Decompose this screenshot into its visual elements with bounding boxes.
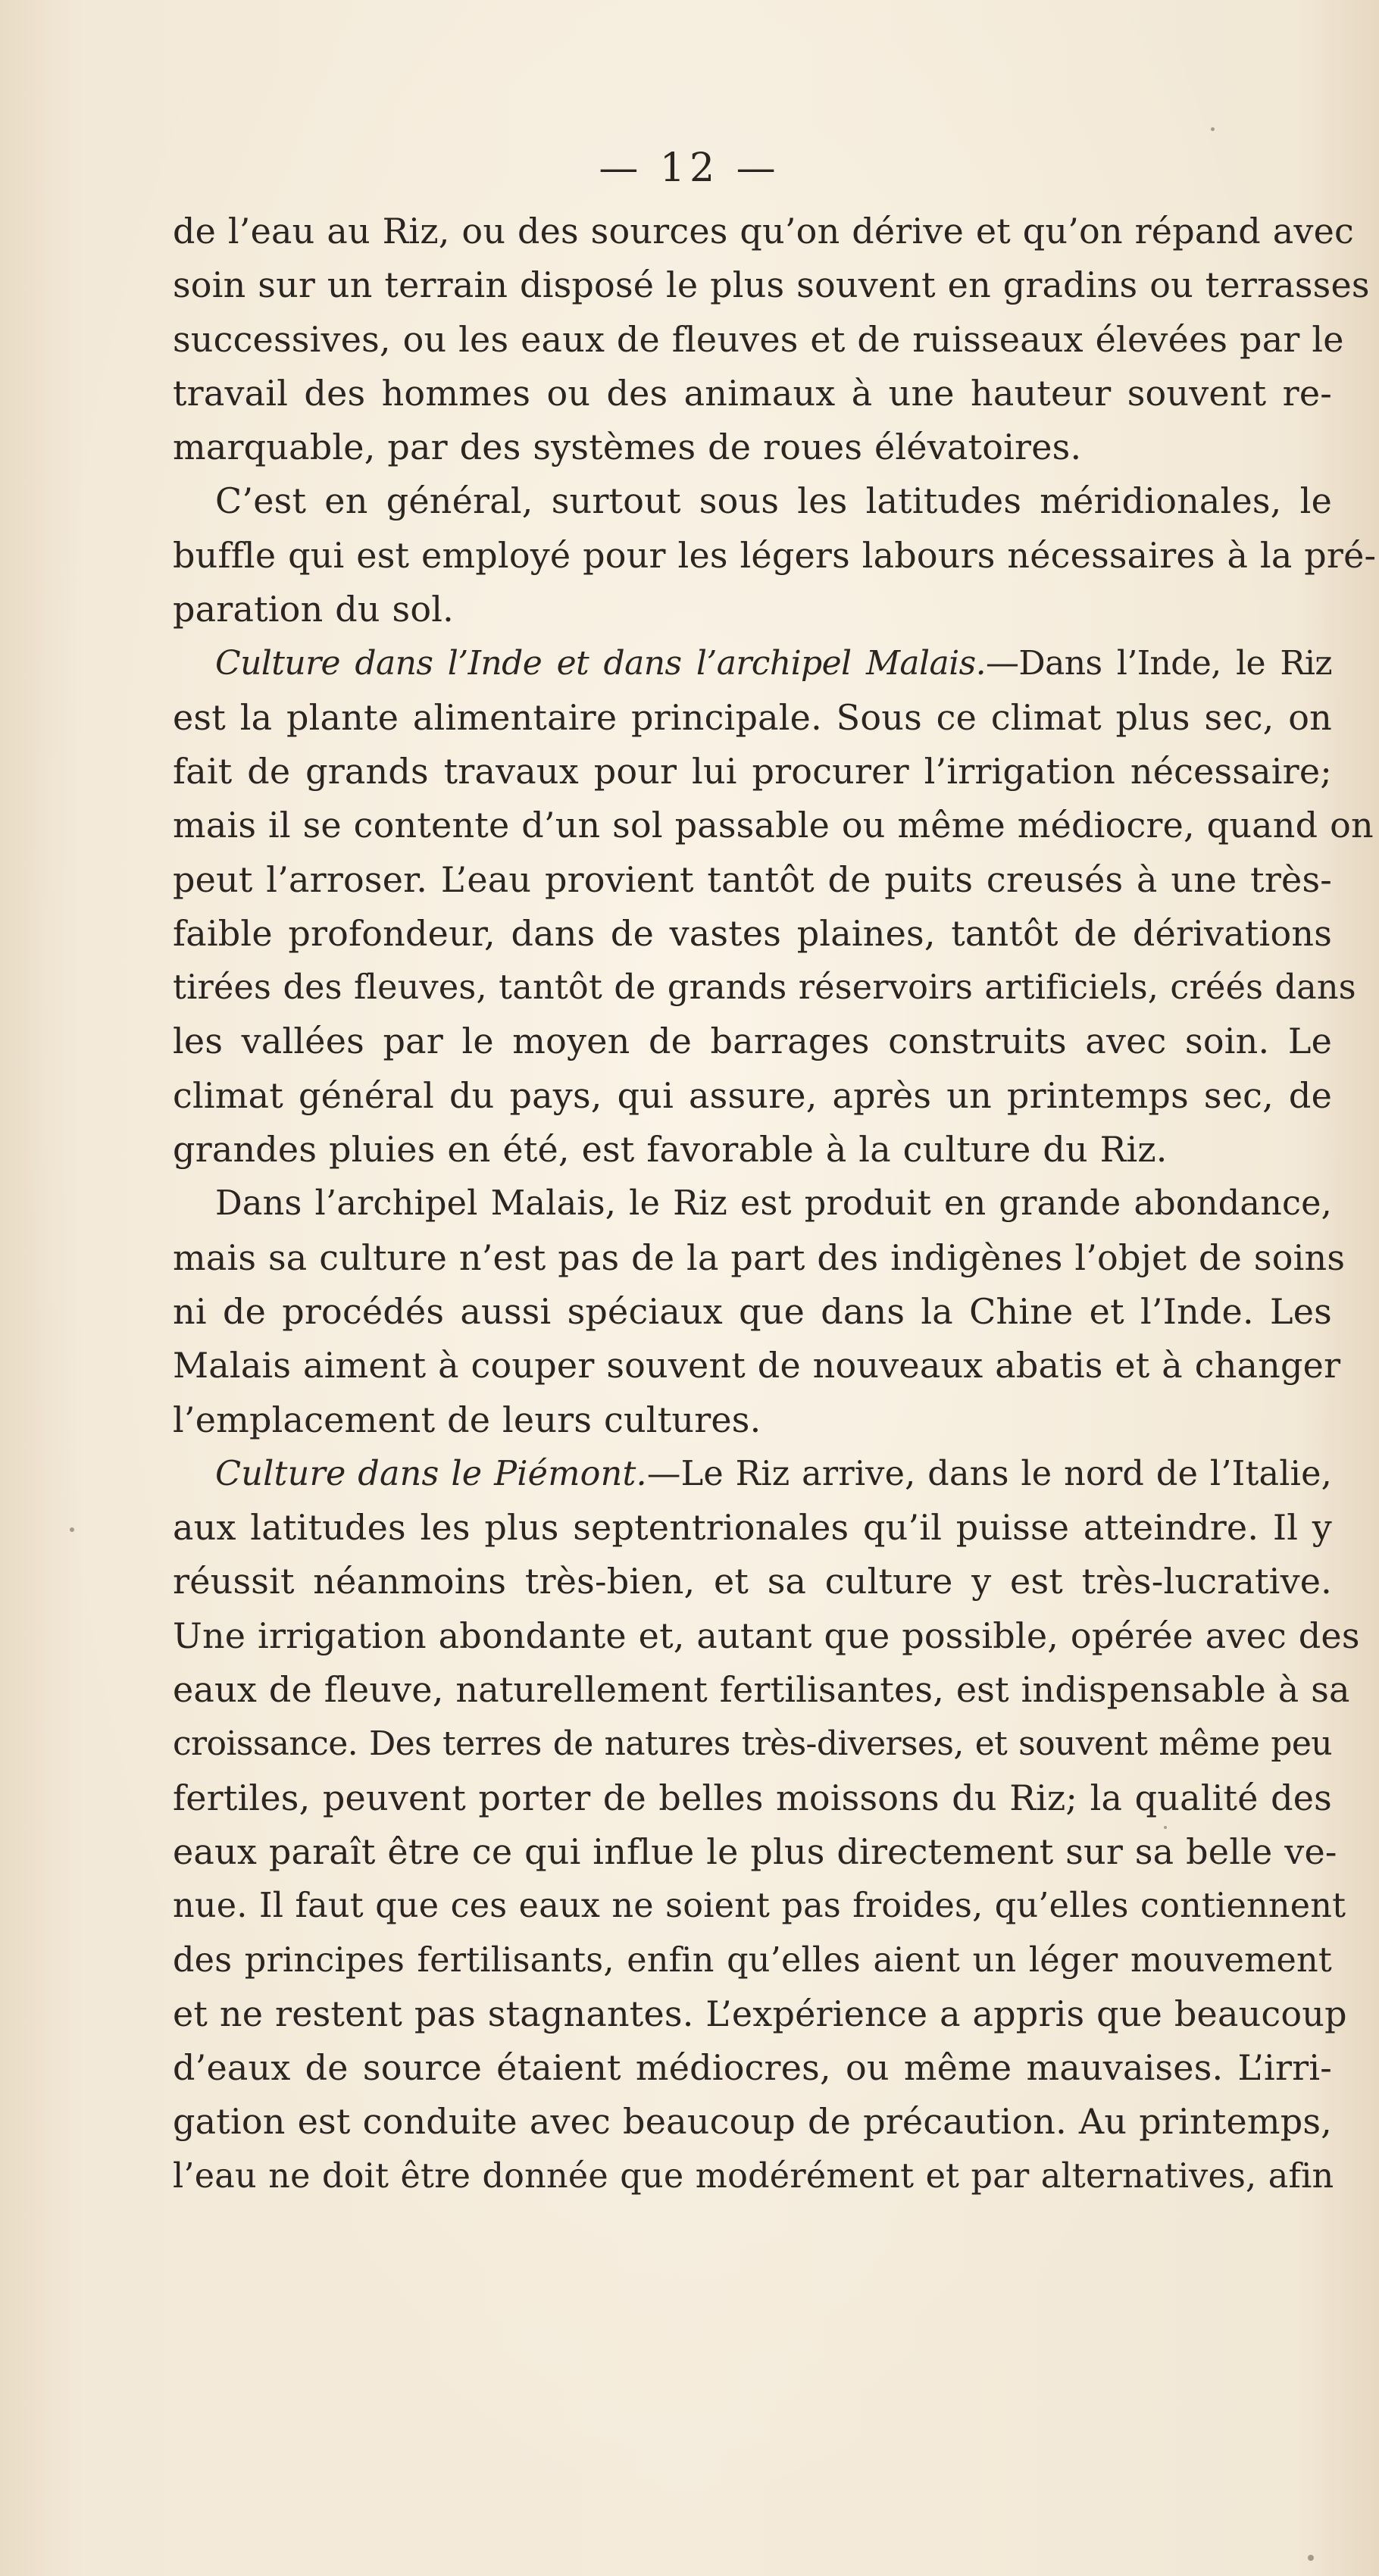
text-line: réussit néanmoins très-bien, et sa culture y est très-lucrative. [173, 1561, 1332, 1602]
section-heading-piemont: Culture dans le Piémont. [215, 1454, 647, 1493]
text-line: faible profondeur, dans de vastes plaines, tantôt de dérivations [173, 912, 1332, 954]
text-line: peut l’arroser. L’eau provient tantôt de puits creusés à une très- [173, 858, 1332, 900]
text-line: l’eau ne doit être donnée que modérément et par alternatives, afin [173, 2156, 1334, 2196]
paper-speck [1308, 2555, 1314, 2561]
text-line: les vallées par le moyen de barrages construits avec soin. Le [173, 1021, 1332, 1062]
section-first-line [173, 1447, 1332, 1501]
text-line: marquable, par des systèmes de roues élévatoires. [173, 427, 1082, 468]
text-line: C’est en général, surtout sous les latitudes méridionales, le [215, 480, 1332, 522]
text-line: de l’eau au Riz, ou des sources qu’on dérive et qu’on répand avec [173, 211, 1354, 252]
text-line: buffle qui est employé pour les légers labours nécessaires à la pré- [173, 534, 1377, 576]
text-line: gation est conduite avec beaucoup de précaution. Au printemps, [173, 2101, 1332, 2143]
text-line: mais il se contente d’un sol passable ou même médiocre, quand on [173, 805, 1374, 846]
text-line: fait de grands travaux pour lui procurer l’irrigation nécessaire; [173, 750, 1332, 792]
text-line: est la plante alimentaire principale. Sous ce climat plus sec, on [173, 696, 1332, 738]
paper-speck [1211, 127, 1215, 131]
text-line: mais sa culture n’est pas de la part des indigènes l’objet de soins [173, 1236, 1346, 1278]
text-line: soin sur un terrain disposé le plus souvent en gradins ou terrasses [173, 264, 1370, 306]
text-line: climat général du pays, qui assure, après un printemps sec, de [173, 1074, 1332, 1116]
text-line: grandes pluies en été, est favorable à la culture du Riz. [173, 1129, 1168, 1171]
text-line: aux latitudes les plus septentrionales qu’il puisse atteindre. Il y [173, 1507, 1332, 1549]
text-run: —Dans l’Inde, le Riz [986, 644, 1332, 683]
text-line: Une irrigation abondante et, autant que possible, opérée avec des [173, 1615, 1360, 1656]
text-line: eaux de fleuve, naturellement fertilisantes, est indispensable à sa [173, 1669, 1350, 1711]
section-heading-inde: Culture dans l’Inde et dans l’archipel Malais. [215, 644, 986, 683]
text-run: —Le Riz arrive, dans le nord de l’Italie, [646, 1454, 1332, 1493]
body-text [173, 205, 1377, 2203]
text-line: travail des hommes ou des animaux à une hauteur souvent re- [173, 372, 1332, 414]
text-line: ni de procédés aussi spéciaux que dans la Chine et l’Inde. Les [173, 1290, 1332, 1332]
section-first-line [173, 636, 1332, 690]
text-line: Malais aiment à couper souvent de nouveaux abatis et à changer [173, 1345, 1341, 1386]
text-line: tirées des fleuves, tantôt de grands réservoirs artificiels, créés dans [173, 968, 1356, 1008]
text-line: croissance. Des terres de natures très-diverses, et souvent même peu [173, 1724, 1332, 1764]
text-line: Dans l’archipel Malais, le Riz est produit en grande abondance, [215, 1184, 1332, 1224]
text-line: et ne restent pas stagnantes. L’expérience a appris que beaucoup [173, 1993, 1347, 2034]
text-line: successives, ou les eaux de fleuves et de ruisseaux élevées par le [173, 318, 1344, 360]
text-line: d’eaux de source étaient médiocres, ou même mauvaises. L’irri- [173, 2047, 1332, 2089]
text-line: l’emplacement de leurs cultures. [173, 1399, 761, 1440]
page-number: — 12 — [599, 145, 780, 191]
text-line: nue. Il faut que ces eaux ne soient pas froides, qu’elles contiennent [173, 1887, 1346, 1926]
text-line: eaux paraît être ce qui influe le plus directement sur sa belle ve- [173, 1830, 1337, 1872]
text-line: paration du sol. [173, 589, 454, 630]
text-line: fertiles, peuvent porter de belles moissons du Riz; la qualité des [173, 1777, 1332, 1818]
text-line: des principes fertilisants, enfin qu’elles aient un léger mouvement [173, 1940, 1332, 1980]
paper-speck [70, 1527, 74, 1532]
